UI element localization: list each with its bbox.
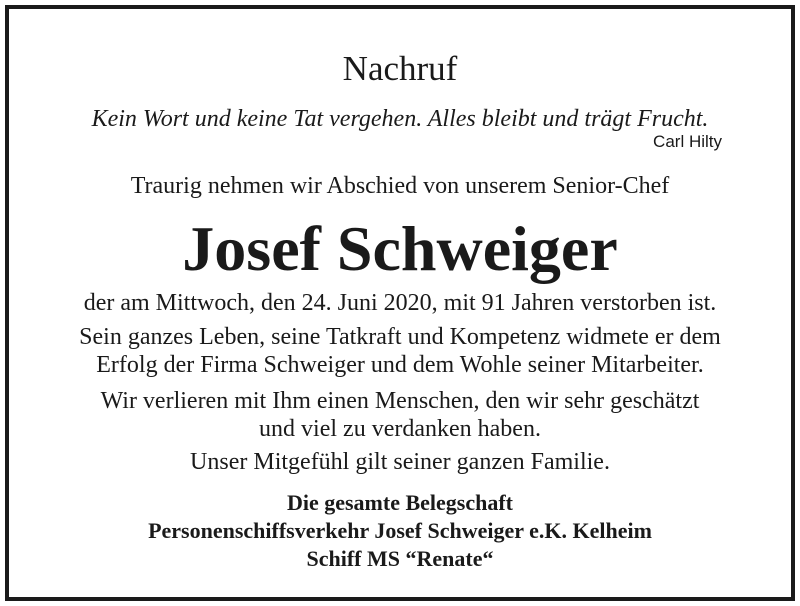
body-line: Erfolg der Firma Schweiger und dem Wohle seiner Mitarbeiter. (96, 352, 704, 378)
deceased-name: Josef Schweiger (182, 213, 618, 284)
signature-line: Personenschiffsverkehr Josef Schweiger e.K. Kelheim (148, 518, 652, 543)
quote-author: Carl Hilty (653, 132, 722, 151)
signature-line: Schiff MS “Renate“ (306, 546, 494, 571)
notice-title: Nachruf (342, 49, 458, 88)
body-line: und viel zu verdanken haben. (259, 416, 541, 442)
signature-line: Die gesamte Belegschaft (286, 490, 514, 515)
body-line: Wir verlieren mit Ihm einen Menschen, den wir sehr geschätzt (100, 388, 700, 414)
obituary-notice (5, 5, 795, 601)
quote-text: Kein Wort und keine Tat vergehen. Alles bleibt und trägt Frucht. (91, 106, 709, 132)
body-line: Unser Mitgefühl gilt seiner ganzen Familie. (190, 449, 610, 475)
body-line: der am Mittwoch, den 24. Juni 2020, mit 91 Jahren verstorben ist. (83, 290, 717, 316)
body-line: Sein ganzes Leben, seine Tatkraft und Kompetenz widmete er dem (79, 324, 721, 350)
intro-text: Traurig nehmen wir Abschied von unserem Senior-Chef (130, 173, 670, 199)
